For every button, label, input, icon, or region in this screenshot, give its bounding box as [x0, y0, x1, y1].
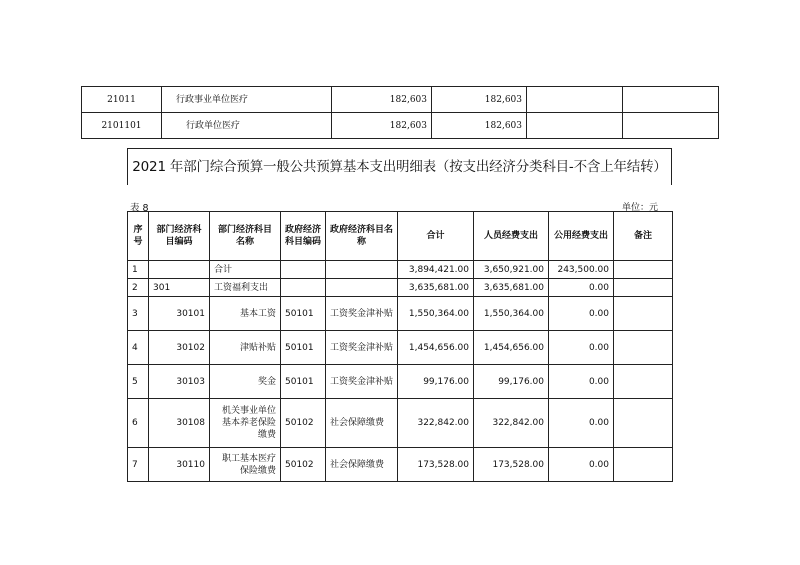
gov-code-cell [281, 279, 326, 297]
header-dept-name: 部门经济科目名称 [210, 212, 281, 261]
header-note: 备注 [614, 212, 673, 261]
header-no: 序号 [128, 212, 149, 261]
personnel-cell: 3,635,681.00 [474, 279, 549, 297]
empty-cell [527, 113, 623, 139]
public-cell: 0.00 [549, 365, 614, 399]
row-number: 1 [128, 261, 149, 279]
row-number: 3 [128, 297, 149, 331]
row-number: 2 [128, 279, 149, 297]
gov-name-cell: 工资奖金津补贴 [326, 331, 398, 365]
dept-code-cell: 30110 [149, 448, 210, 482]
total-cell: 1,454,656.00 [398, 331, 474, 365]
dept-name-cell: 奖金 [210, 365, 281, 399]
public-cell: 243,500.00 [549, 261, 614, 279]
total-cell: 99,176.00 [398, 365, 474, 399]
dept-name-cell: 职工基本医疗保险缴费 [210, 448, 281, 482]
gov-code-cell: 50101 [281, 365, 326, 399]
dept-code-cell: 30103 [149, 365, 210, 399]
table-number: 表 8 [130, 203, 149, 214]
gov-code-cell: 50102 [281, 448, 326, 482]
note-cell [614, 279, 673, 297]
amount-cell: 182,603 [432, 113, 527, 139]
dept-code-cell: 30101 [149, 297, 210, 331]
note-cell [614, 365, 673, 399]
dept-code-cell: 30108 [149, 399, 210, 448]
amount-cell: 182,603 [332, 113, 432, 139]
empty-cell [527, 87, 623, 113]
total-cell: 322,842.00 [398, 399, 474, 448]
gov-name-cell: 社会保障缴费 [326, 448, 398, 482]
gov-code-cell [281, 261, 326, 279]
public-cell: 0.00 [549, 448, 614, 482]
public-cell: 0.00 [549, 279, 614, 297]
total-cell: 1,550,364.00 [398, 297, 474, 331]
note-cell [614, 448, 673, 482]
table-row [128, 448, 673, 482]
public-cell: 0.00 [549, 331, 614, 365]
personnel-cell: 322,842.00 [474, 399, 549, 448]
continued-table [81, 86, 719, 139]
subject-name: 行政事业单位医疗 [162, 87, 332, 113]
gov-name-cell: 工资奖金津补贴 [326, 297, 398, 331]
header-total: 合计 [398, 212, 474, 261]
row-number: 7 [128, 448, 149, 482]
table-row [82, 113, 719, 139]
table-row [128, 399, 673, 448]
total-cell: 173,528.00 [398, 448, 474, 482]
dept-name-cell: 基本工资 [210, 297, 281, 331]
public-cell: 0.00 [549, 297, 614, 331]
personnel-cell: 99,176.00 [474, 365, 549, 399]
subject-code: 21011 [82, 87, 162, 113]
personnel-cell: 3,650,921.00 [474, 261, 549, 279]
table-title: 2021 年部门综合预算一般公共预算基本支出明细表（按支出经济分类科目-不含上年结转） [127, 148, 672, 185]
dept-name-cell: 工资福利支出 [210, 279, 281, 297]
row-number: 6 [128, 399, 149, 448]
dept-name-cell: 合计 [210, 261, 281, 279]
gov-code-cell: 50101 [281, 297, 326, 331]
total-cell: 3,635,681.00 [398, 279, 474, 297]
unit-label: 单位：元 [622, 203, 659, 213]
gov-code-cell: 50102 [281, 399, 326, 448]
public-cell: 0.00 [549, 399, 614, 448]
note-cell [614, 399, 673, 448]
empty-cell [623, 113, 719, 139]
amount-cell: 182,603 [432, 87, 527, 113]
note-cell [614, 297, 673, 331]
header-personnel: 人员经费支出 [474, 212, 549, 261]
header-public: 公用经费支出 [549, 212, 614, 261]
budget-table [127, 211, 673, 482]
note-cell [614, 261, 673, 279]
gov-code-cell: 50101 [281, 331, 326, 365]
header-gov-name: 政府经济科目名称 [326, 212, 398, 261]
gov-name-cell: 社会保障缴费 [326, 399, 398, 448]
gov-name-cell [326, 261, 398, 279]
table-row [128, 297, 673, 331]
table-row [82, 87, 719, 113]
header-dept-code: 部门经济科目编码 [149, 212, 210, 261]
empty-cell [623, 87, 719, 113]
personnel-cell: 1,454,656.00 [474, 331, 549, 365]
dept-name-cell: 机关事业单位基本养老保险缴费 [210, 399, 281, 448]
note-cell [614, 331, 673, 365]
table-row [128, 365, 673, 399]
gov-name-cell [326, 279, 398, 297]
header-row [128, 212, 673, 261]
subject-code: 2101101 [82, 113, 162, 139]
dept-code-cell: 30102 [149, 331, 210, 365]
row-number: 5 [128, 365, 149, 399]
table-row [128, 331, 673, 365]
table-row [128, 261, 673, 279]
dept-name-cell: 津贴补贴 [210, 331, 281, 365]
personnel-cell: 1,550,364.00 [474, 297, 549, 331]
subject-name: 行政单位医疗 [162, 113, 332, 139]
amount-cell: 182,603 [332, 87, 432, 113]
dept-code-cell: 301 [149, 279, 210, 297]
table-row [128, 279, 673, 297]
row-number: 4 [128, 331, 149, 365]
header-gov-code: 政府经济科目编码 [281, 212, 326, 261]
total-cell: 3,894,421.00 [398, 261, 474, 279]
dept-code-cell [149, 261, 210, 279]
gov-name-cell: 工资奖金津补贴 [326, 365, 398, 399]
personnel-cell: 173,528.00 [474, 448, 549, 482]
